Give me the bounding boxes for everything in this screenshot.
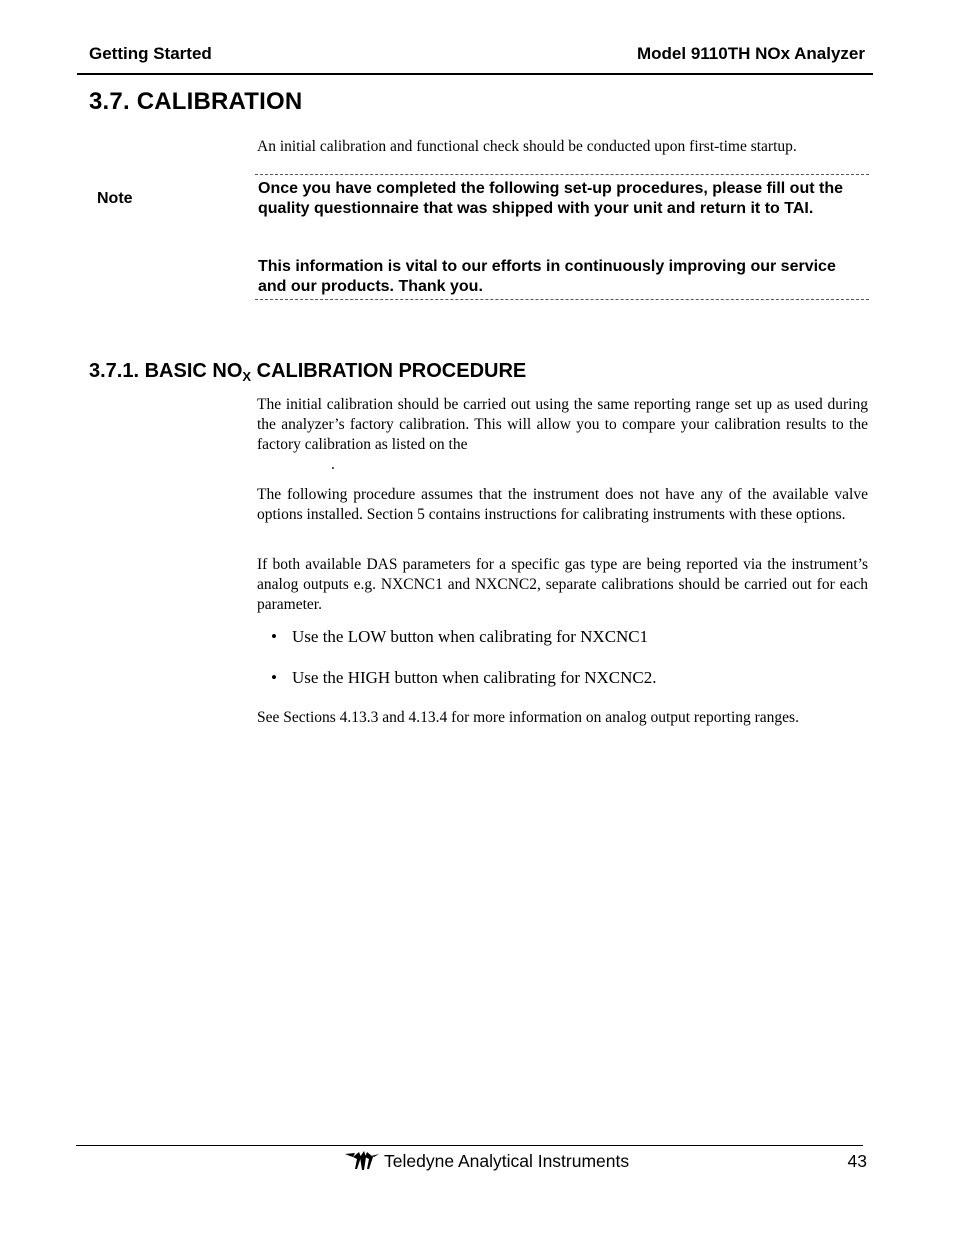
- header-model-name: Model 9110TH NOx Analyzer: [636, 44, 865, 63]
- teledyne-logo-icon: [345, 1151, 379, 1171]
- page-number: 43: [847, 1151, 867, 1171]
- bullet-icon: •: [271, 668, 277, 687]
- paragraph-factory-calibration: [257, 395, 868, 455]
- note-label: Note: [97, 190, 133, 207]
- note-paragraph-2: This information is vital to our efforts in continuously improving our service and our products. Thank you.: [258, 258, 836, 295]
- subsection-title-suffix: CALIBRATION PROCEDURE: [251, 360, 527, 382]
- list-item-text: Use the LOW button when calibrating for NXCNC1: [292, 627, 649, 646]
- subsection-title-subscript: X: [242, 369, 252, 384]
- note-bottom-rule: [255, 299, 869, 300]
- list-item: [271, 627, 648, 647]
- section-title: 3.7. CALIBRATION: [89, 88, 303, 115]
- list-item: [271, 668, 657, 688]
- subsection-title-prefix: 3.7.1. BASIC NO: [89, 360, 243, 382]
- list-item-text: Use the HIGH button when calibrating for NXCNC2.: [292, 668, 657, 687]
- note-paragraph-1: Once you have completed the following set-up procedures, please fill out the quality questionnaire that was shipped with your unit and return it to TAI.: [258, 180, 843, 217]
- paragraph-factory-calibration-tail: .: [331, 456, 335, 473]
- intro-paragraph: An initial calibration and functional check should be conducted upon first-time startup.: [257, 138, 797, 155]
- paragraph-das-parameters: If both available DAS parameters for a specific gas type are being reported via the instrument’s analog outputs e.g. NXCNC1 and NXCNC2, separate calibrations should be carried out for each parameter.: [257, 556, 868, 613]
- bullet-icon: •: [271, 627, 277, 646]
- header-section-name: Getting Started: [89, 44, 212, 63]
- paragraph-valve-options: The following procedure assumes that the instrument does not have any of the available valve options installed. Section 5 contains instructions for calibrating instruments with these options.: [257, 486, 868, 523]
- subsection-title: [89, 360, 526, 384]
- paragraph-factory-calibration-text: The initial calibration should be carried out using the same reporting range set up as used during the analyzer’s factory calibration. This will allow you to compare your calibration results to the factory calibration as listed on the: [257, 396, 868, 453]
- paragraph-see-also: See Sections 4.13.3 and 4.13.4 for more information on analog output reporting ranges.: [257, 709, 799, 726]
- footer-company: Teledyne Analytical Instruments: [384, 1151, 630, 1171]
- header-rule: [77, 73, 873, 75]
- footer-rule: [76, 1145, 863, 1146]
- note-top-rule: [255, 174, 869, 175]
